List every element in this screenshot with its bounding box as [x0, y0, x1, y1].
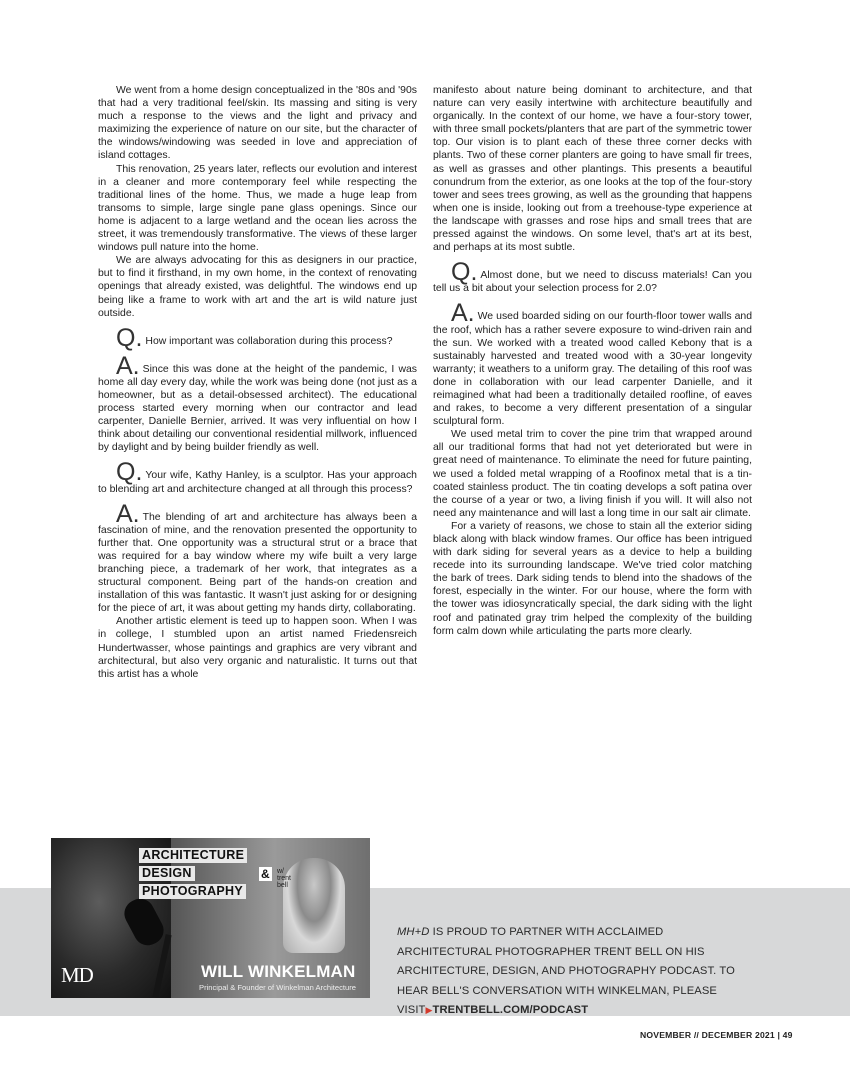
a-mark: A. — [451, 299, 475, 328]
guest-photo — [283, 858, 345, 953]
podcast-promo-image — [51, 838, 370, 998]
title-with: w/ trent bell — [277, 868, 292, 889]
mhd-logo: MD — [61, 963, 93, 987]
promo-caption — [397, 923, 752, 1021]
a-mark: A. — [116, 351, 140, 380]
body-paragraph: manifesto about nature being dominant to architecture, and that nature can very easily intertwine with architecture beautifully and organically. In the context of our home, we have a four-story tower, with three small pockets/planters that are part of the symmetric tower top. Our vision is to plant each of these three corner decks with plants. Two of these corner planters are going to have small fir trees, as well as grasses and other plantings. This presents a beautiful conundrum from the exterior, as one looks at the top of the four-story tower and sees trees growing, as well as the grounding that happens when one is inside, looking out from a treehouse-type experience at the landscape with grasses and rose hips and small trees that are pressed against the windows. On some level, that's art at its best, and perhaps at its most subtle. — [433, 85, 752, 254]
brand-name: MH+D — [397, 926, 430, 938]
question-text: Your wife, Kathy Hanley, is a sculptor. Has your approach to blending art and architecture changed at all through this process? — [98, 470, 417, 495]
left-column — [98, 84, 417, 681]
title-ampersand: & — [261, 867, 270, 881]
answer-text: We used boarded siding on our fourth-floor tower walls and the roof, which has a rather severe exposure to wind-driven rain and the sun. We worked with a treated wood called Kebony that is a sustainably harvested and treated wood with a 30-year longevity warranty; it weathers to a uniform gray. The detailing of this roof was done in collaboration with our lead carpenter Danielle, and it reimagined what had been a traditionally detailed roofline, of eaves and rakes, to become a very different presentation of a singular sculptural form. — [433, 311, 752, 428]
title-line-3: PHOTOGRAPHY — [139, 884, 246, 899]
question-text: How important was collaboration during this process? — [145, 335, 393, 347]
q-mark: Q. — [116, 323, 143, 352]
arrow-icon: ▶ — [425, 1005, 433, 1015]
podcast-title — [139, 848, 292, 908]
body-paragraph: We went from a home design conceptualized in the '80s and '90s that had a very traditional feel/skin. Its massing and siting is very much a response to the views and the light and privacy and maximizing the experience of nature on our site, but the character of the windows/windowing was seeded in love and appreciation of island cottages. — [98, 85, 417, 162]
body-paragraph: We are always advocating for this as designers in our practice, but to find it firsthand, in my own home, in the context of renovating openings that already existed, was delightful. The windows end up being like a frame to work with art and the art is wild nature just outside. — [98, 255, 417, 319]
question — [98, 323, 417, 352]
q-mark: Q. — [116, 458, 143, 487]
answer — [98, 499, 417, 616]
answer — [98, 351, 417, 455]
question — [98, 458, 417, 495]
body-paragraph: For a variety of reasons, we chose to stain all the exterior siding black along with black window frames. Our office has been intrigued with dark siding for several years as a device to help a building recede into its surrounding landscape. We've tried color matching the bark of trees. Dark siding tends to blend into the shadows of the forest, especially in the winter. For our house, where the form with the tower was idiosyncratically special, the dark siding with the light roof and patinated gray trim helped the complexity of the building form calm down while articulating the parts more clearly. — [433, 520, 752, 637]
a-mark: A. — [116, 499, 140, 528]
guest-role: Principal & Founder of Winkelman Architecture — [199, 983, 357, 992]
question-text: Almost done, but we need to discuss materials! Can you tell us a bit about your selection process for 2.0? — [433, 270, 752, 295]
promo-body: IS PROUD TO PARTNER WITH ACCLAIMED ARCHITECTURAL PHOTOGRAPHER TRENT BELL ON HIS ARCHITECTURE, DESIGN, AND PHOTOGRAPHY PODCAST. TO HEAR BELL'S CONVERSATION WITH WINKELMAN, PLEASE VISIT — [397, 926, 735, 1016]
body-paragraph: This renovation, 25 years later, reflects our evolution and interest in a cleaner and more contemporary feel while respecting the traditional lines of the home. Thus, we made a huge leap from transoms to simple, large single pane glass openings. Since our home is adjacent to a large wetland and the ocean lies across the street, it was tremendously transformative. The views of these larger windows pull nature into the home. — [98, 163, 417, 254]
page-footer: NOVEMBER // DECEMBER 2021 | 49 — [640, 1030, 793, 1040]
title-line-1: ARCHITECTURE — [139, 848, 247, 863]
answer-text: The blending of art and architecture has always been a fascination of mine, and the renovation presented the opportunity to further that. One opportunity was a structural strut or a brace that was required for a bay window where my wife built a very large branching piece, a trademark of her work, that integrates as a structural component. Being part of the hands-on creation and installation of this was fantastic. It wasn't just asking for or designing for the piece of art, it was about getting my hands dirty, collaborating. — [98, 511, 417, 615]
answer — [433, 299, 752, 428]
podcast-link[interactable]: TRENTBELL.COM/PODCAST — [432, 1004, 589, 1016]
body-paragraph: We used metal trim to cover the pine trim that wrapped around all our traditional forms that had not yet deteriorated but were in great need of maintenance. To eliminate the need for future painting, we used a folded metal wrapping of a Roofinox metal that is a tin-coated stainless product. The tin coating develops a soft patina over the course of a year or two, a living finish if you will. It will also not need any maintenance and will last a long time in our salt air climate. — [433, 429, 752, 519]
question — [433, 258, 752, 295]
right-column — [433, 84, 752, 638]
title-line-2: DESIGN — [139, 866, 195, 881]
body-paragraph: Another artistic element is teed up to happen soon. When I was in college, I stumbled upon an artist named Friedensreich Hundertwasser, whose paintings and graphics are very vibrant and architectural, but also very organic and naturalistic. It turns out that this artist has a whole — [98, 616, 417, 680]
q-mark: Q. — [451, 258, 478, 287]
guest-name: WILL WINKELMAN — [201, 962, 356, 981]
answer-text: Since this was done at the height of the pandemic, I was home all day every day, while the work was being done (not just as a homeowner, but as a detail-obsessed architect). The educational process started every morning when our contractor and lead carpenter, Danielle Bernier, arrived. It was very influential on how I think about detailing our conventional residential millwork, influenced by daylight and by being builder friendly as well. — [98, 363, 417, 454]
